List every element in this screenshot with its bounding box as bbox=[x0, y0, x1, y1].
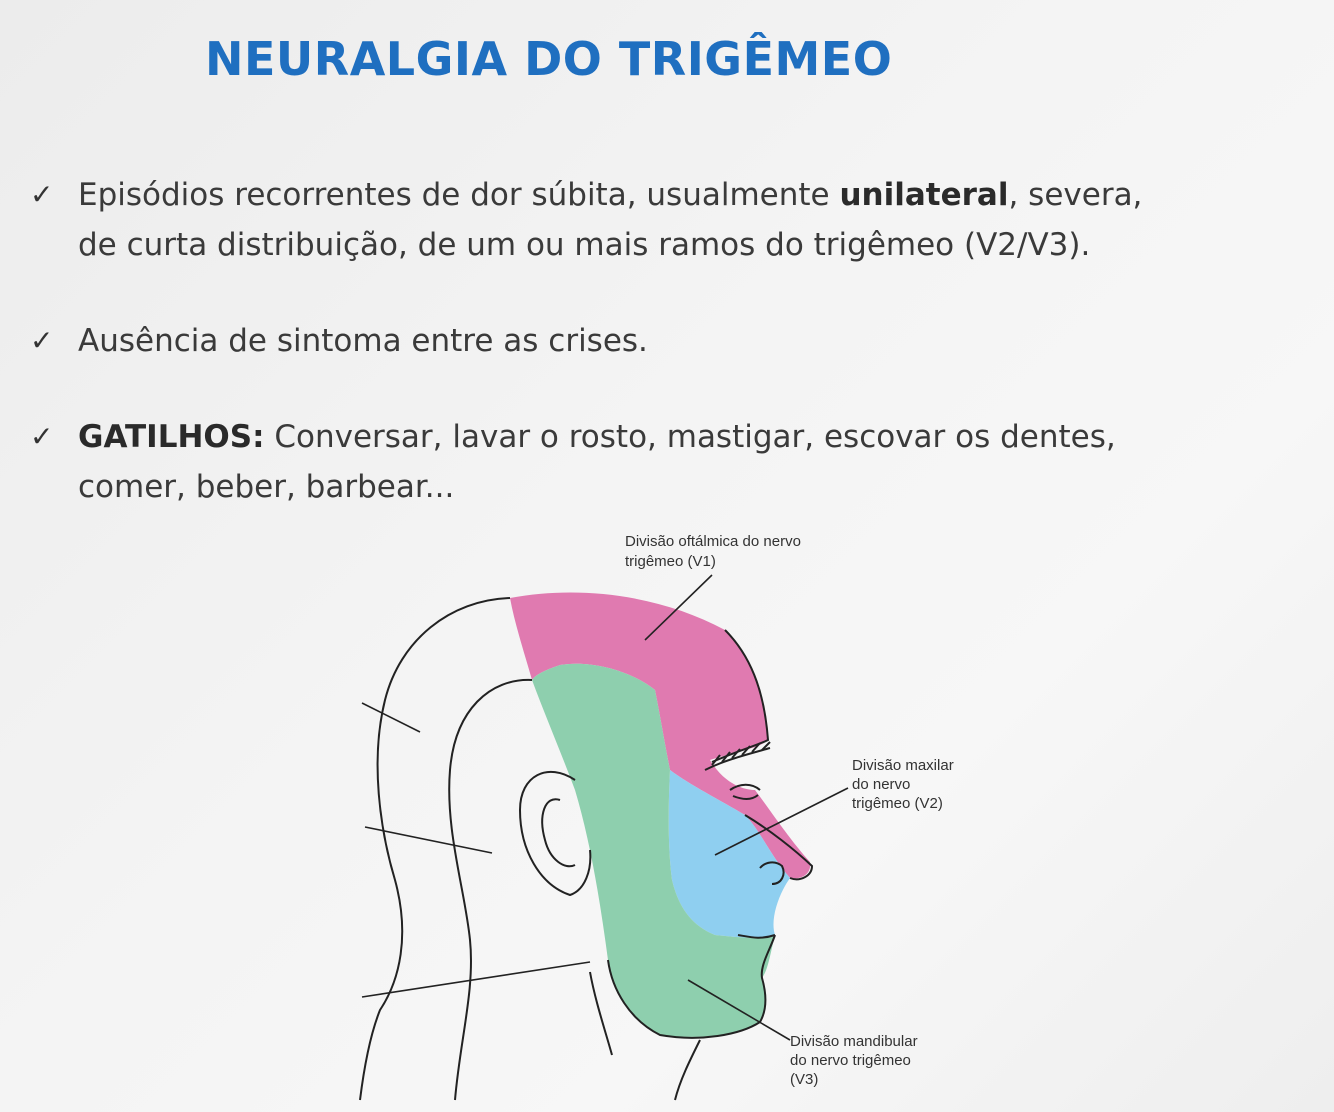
v3-label-line2: do nervo trigêmeo bbox=[790, 1052, 911, 1069]
v1-label-line2: trigêmeo (V1) bbox=[625, 553, 716, 570]
bullet-text: GATILHOS: Conversar, lavar o rosto, mastigar, escovar os dentes, comer, beber, barbear... bbox=[78, 419, 1116, 505]
bullet-text: Episódios recorrentes de dor súbita, usualmente unilateral, severa, de curta distribuição, de um ou mais ramos do trigêmeo (V2/V3). bbox=[78, 177, 1143, 263]
slide-title: NEURALGIA DO TRIGÊMEO bbox=[205, 32, 893, 86]
checkmark-icon: ✓ bbox=[30, 178, 54, 211]
v2-label-line3: trigêmeo (V2) bbox=[852, 795, 943, 812]
v2-label-line1: Divisão maxilar bbox=[852, 757, 954, 774]
checkmark-icon: ✓ bbox=[30, 324, 54, 357]
bullet-text: Ausência de sintoma entre as crises. bbox=[78, 323, 648, 359]
v1-label-line1: Divisão oftálmica do nervo bbox=[625, 533, 801, 550]
v2-label-line2: do nervo bbox=[852, 776, 911, 793]
v3-label-line1: Divisão mandibular bbox=[790, 1033, 918, 1050]
v3-label-line3: (V3) bbox=[790, 1071, 819, 1088]
checkmark-icon: ✓ bbox=[30, 420, 54, 453]
